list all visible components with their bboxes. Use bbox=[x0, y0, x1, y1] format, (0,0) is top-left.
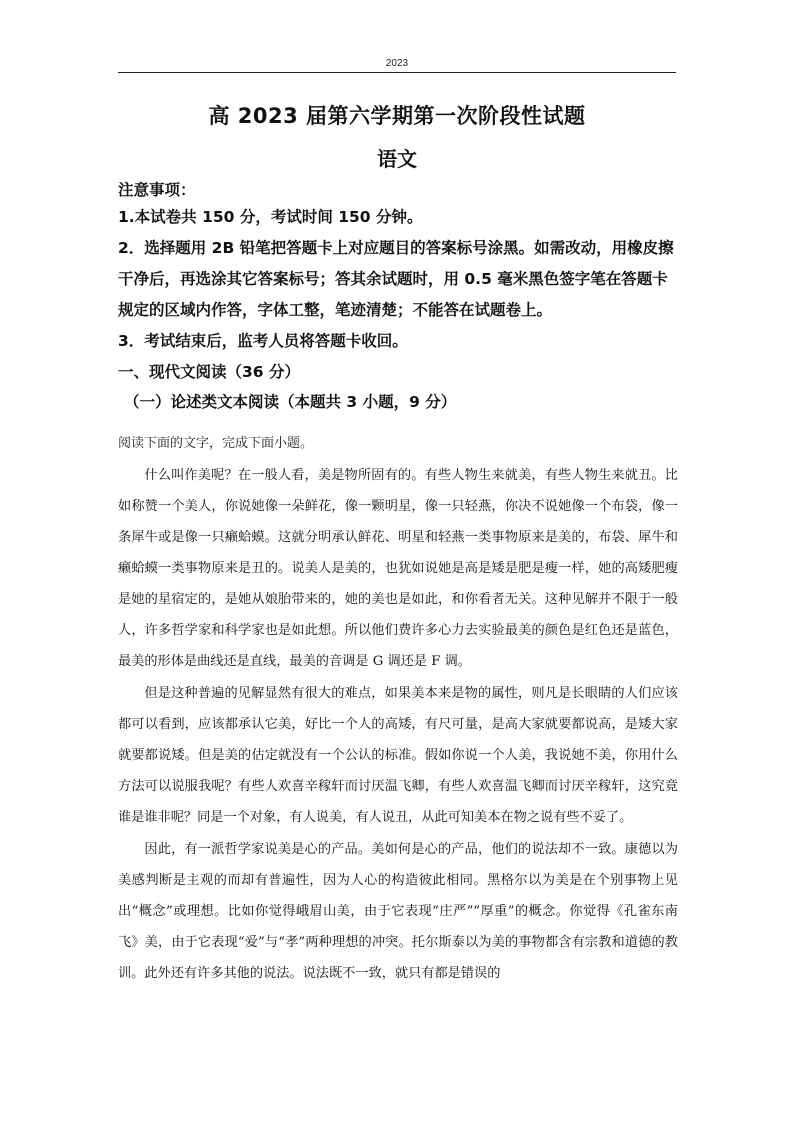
reading-instruction: 阅读下面的文字，完成下面小题。 bbox=[118, 436, 314, 451]
note-item-3: 3．考试结束后，监考人员将答题卡收回。 bbox=[118, 332, 408, 350]
notes-heading: 注意事项： bbox=[118, 181, 196, 199]
passage-paragraph-3: 因此，有一派哲学家说美是心的产品。美如何是心的产品，他们的说法却不一致。康德以为美感判断是主观的而却有普遍性，因为人心的构造彼此相同。黑格尔以为美是在个别事物上见出“概念”或理想。比如你觉得峨眉山美，由于它表现“庄严”“厚重”的概念。你觉得《孔雀东南飞》美，由于它表现“爱”与“孝”两种理想的冲突。托尔斯泰以为美的事物都含有宗教和道德的教训。此外还有许多其他的说法。说法既不一致，就只有都是错误的 bbox=[118, 842, 678, 981]
exam-notes bbox=[118, 178, 678, 417]
reading-passage bbox=[118, 460, 678, 989]
passage-paragraph-2: 但是这种普遍的见解显然有很大的难点，如果美本来是物的属性，则凡是长眼睛的人们应该都可以看到，应该都承认它美，好比一个人的高矮，有尺可量，是高大家就要都说高，是矮大家就要都说矮。但是美的估定就没有一个公认的标准。假如你说一个人美，我说她不美，你用什么方法可以说服我呢？有些人欢喜辛稼轩而讨厌温飞卿，有些人欢喜温飞卿而讨厌辛稼轩，这究竟谁是谁非呢？同是一个对象，有人说美，有人说丑，从此可知美本在物之说有些不妥了。 bbox=[118, 686, 678, 825]
note-item-1: 1.本试卷共 150 分，考试时间 150 分钟。 bbox=[118, 208, 423, 226]
subsection-heading-argumentative: （一）论述类文本阅读（本题共 3 小题，9 分） bbox=[124, 393, 457, 411]
passage-paragraph-1: 什么叫作美呢？在一般人看，美是物所固有的。有些人物生来就美，有些人物生来就丑。比如称赞一个美人，你说她像一朵鲜花，像一颗明星，像一只轻燕，你决不说她像一个布袋，像一条犀牛或是像一只癞蛤蟆。这就分明承认鲜花、明星和轻燕一类事物原来是美的，布袋、犀牛和癞蛤蟆一类事物原来是丑的。说美人是美的，也犹如说她是高是矮是肥是瘦一样，她的高矮肥瘦是她的星宿定的，是她从娘胎带来的，她的美也是如此，和你看者无关。这种见解并不限于一般人，许多哲学家和科学家也是如此想。所以他们费许多心力去实验最美的颜色是红色还是蓝色，最美的形体是曲线还是直线，最美的音调是 G 调还是 F 调。 bbox=[118, 468, 678, 669]
page-header-year: 2023 bbox=[385, 58, 409, 69]
section-heading-modern-reading: 一、现代文阅读（36 分） bbox=[118, 363, 300, 381]
exam-subject: 语文 bbox=[377, 147, 417, 171]
exam-title: 高 2023 届第六学期第一次阶段性试题 bbox=[208, 104, 586, 128]
note-item-2: 2．选择题用 2B 铅笔把答题卡上对应题目的答案标号涂黑。如需改动，用橡皮擦干净后，再选涂其它答案标号；答其余试题时，用 0.5 毫米黑色签字笔在答题卡规定的区域内作答，字体工整，笔迹清楚；不能答在试题卷上。 bbox=[118, 239, 674, 319]
header-divider bbox=[118, 72, 676, 73]
